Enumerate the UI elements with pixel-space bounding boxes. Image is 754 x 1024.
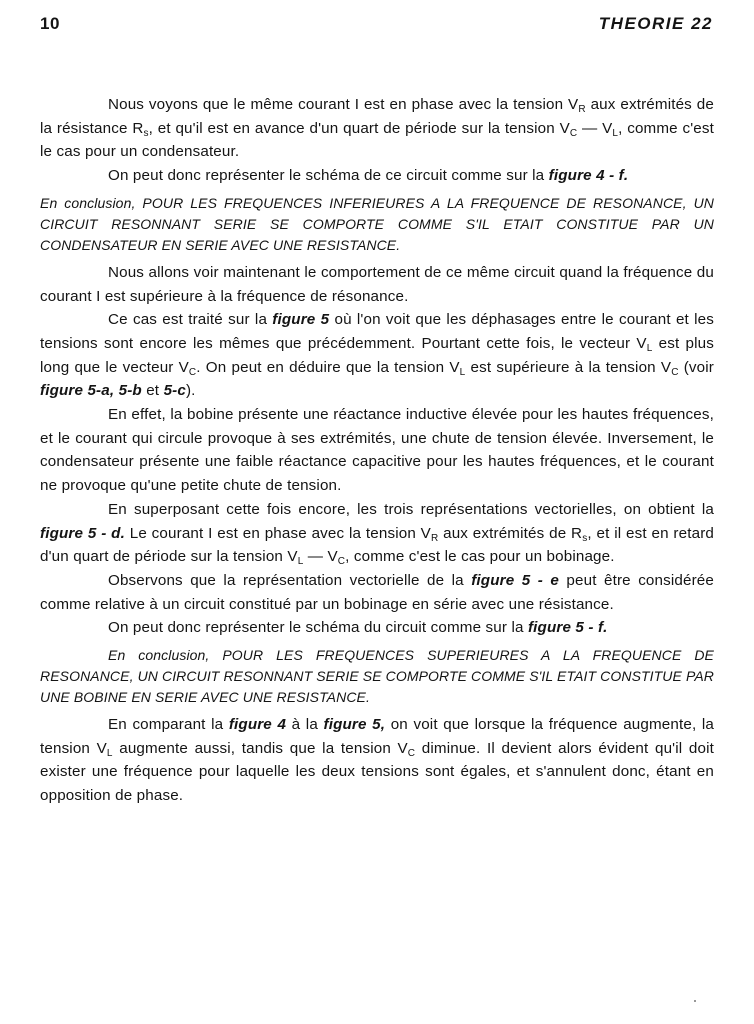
paragraph-2: On peut donc représenter le schéma de ce circuit comme sur la figure 4 - f. [108,167,629,185]
paragraph-7: Observons que la représentation vectorielle de la figure 5 - e peut être considérée comme relative à un circuit constitué par un bobinage en série avec une résistance. [40,571,714,613]
paragraph-1: Nous voyons que le même courant I est en phase avec la tension $V_R$ aux extrémités de la résistance $R_s$, et qu'il est en avance d'un quart de période sur la tension $V_C$ — $V_L$, comme c'est le cas pour un condensateur. [40,96,715,161]
paragraph-9: En comparant la figure 4 à la figure 5, on voit que lorsque la fréquence augmente, la tension $V_L$ augmente aussi, tandis que la tension $V_C$ diminue. Il devient alors évident qu'il doit exister une fréquence pour laquelle les deux tensions sont égales, et s'annulent donc, étant en opposition de phase. [40,716,714,805]
paragraph-6: En superposant cette fois encore, les trois représentations vectorielles, on obtient la figure 5 - d. Le courant I est en phase avec la tension $V_R$ aux extrémités de $R_s$, et il est en retard d'un quart de période sur la tension $V_L$ — $V_C$, comme c'est le cas pour un bobinage. [40,500,714,568]
conclusion-1: En conclusion, POUR LES FREQUENCES INFERIEURES A LA FREQUENCE DE RESONANCE, UN CIRCUIT RESONNANT SERIE SE COMPORTE COMME S'IL ETAIT CONSTITUE PAR UN CONDENSATEUR EN SERIE AVEC UNE RESISTANCE. [40,194,714,253]
figure-reference: figure 4 - f. [548,167,629,185]
figure-reference: figure 4 [228,716,287,734]
page-number: 10 [40,14,60,33]
conclusion-2: En conclusion, POUR LES FREQUENCES SUPERIEURES A LA FREQUENCE DE RESONANCE, UN CIRCUIT RESONNANT SERIE SE COMPORTE COMME S'IL ETAIT CONSTITUE PAR UNE BOBINE EN SERIE AVEC UNE RESISTANCE. [40,647,714,706]
scan-speck [694,1000,696,1002]
paragraph-3: Nous allons voir maintenant le comportement de ce même circuit quand la fréquence du courant I est supérieure à la fréquence de résonance. [40,263,714,305]
paragraph-5: En effet, la bobine présente une réactance inductive élevée pour les hautes fréquences, et le courant qui circule provoque à ses extrémités, une chute de tension élevée. Inversement, le condensateur présente une faible réactance capacitive pour les hautes fréquences, et le courant ne provoque qu'une petite chute de tension. [40,406,714,495]
figure-reference: 5-c [163,382,186,400]
paragraph-4: Ce cas est traité sur la figure 5 où l'on voit que les déphasages entre le courant et les tensions sont encore les mêmes que précédemment. Pourtant cette fois, le vecteur $V_L$ est plus long que le vecteur $V_C$. On peut en déduire que la tension $V_L$ est supérieure à la tension $V_C$ (voir figure 5-a, 5-b et 5-c). [40,311,715,400]
body-text [40,93,714,808]
figure-reference: figure 5 [272,311,330,329]
figure-reference: figure 5-a, 5-b [40,382,142,400]
figure-reference: figure 5, [323,716,386,734]
paragraph-8: On peut donc représenter le schéma du circuit comme sur la figure 5 - f. [108,619,608,637]
figure-reference: figure 5 - f. [527,619,608,637]
figure-reference: figure 5 - d. [40,524,125,542]
figure-reference: figure 5 - e [471,571,559,589]
running-title: THEORIE 22 [598,14,713,33]
